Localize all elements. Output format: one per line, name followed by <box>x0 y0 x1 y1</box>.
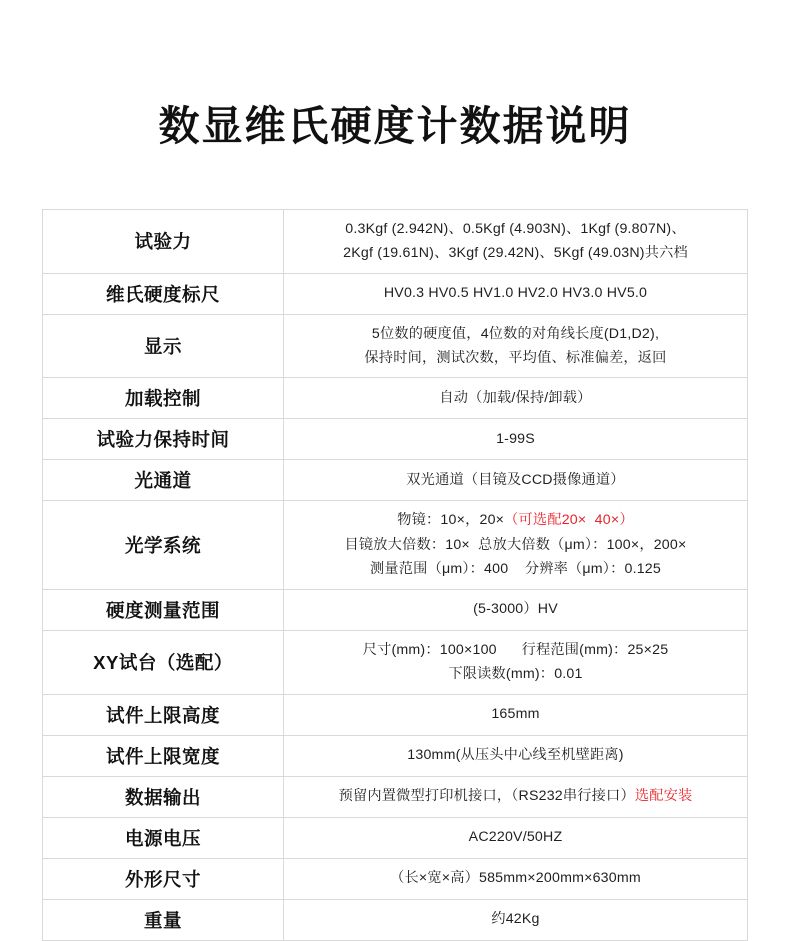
spec-value-text: 2Kgf (19.61N)、3Kgf (29.42N)、5Kgf (49.03N)共六档 <box>343 245 688 262</box>
spec-value-line <box>290 322 741 346</box>
spec-value-cell <box>284 817 748 858</box>
spec-value-text: 0.3Kgf (2.942N)、0.5Kgf (4.903N)、1Kgf (9.807N)、 <box>345 220 686 237</box>
spec-value-line <box>290 597 741 621</box>
table-row <box>43 899 748 940</box>
spec-label-cell: 光学系统 <box>43 501 284 589</box>
table-row <box>43 694 748 735</box>
specification-table <box>42 209 748 941</box>
table-row <box>43 378 748 419</box>
spec-value-line <box>290 702 741 726</box>
spec-table-container <box>42 209 748 941</box>
spec-label-cell: 加载控制 <box>43 378 284 419</box>
spec-value-text: AC220V/50HZ <box>468 829 563 846</box>
spec-value-line <box>290 533 741 557</box>
spec-table-body <box>43 209 748 940</box>
spec-value-text: (5-3000）HV <box>473 601 558 618</box>
spec-value-line <box>290 241 741 265</box>
table-row <box>43 776 748 817</box>
spec-value-line <box>290 557 741 581</box>
spec-value-cell <box>284 314 748 378</box>
spec-label-cell: XY试台（选配） <box>43 630 284 694</box>
spec-value-text: 预留内置微型打印机接口，（RS232串行接口） <box>338 788 635 805</box>
spec-value-cell <box>284 630 748 694</box>
spec-value-cell <box>284 460 748 501</box>
spec-value-line <box>290 784 741 808</box>
spec-label-cell: 硬度测量范围 <box>43 589 284 630</box>
table-row <box>43 589 748 630</box>
spec-value-cell <box>284 735 748 776</box>
spec-value-text: 下限读数(mm)：0.01 <box>448 666 583 683</box>
spec-value-text: 目镜放大倍数：10× 总放大倍数（μm）：100×，200× <box>344 536 687 553</box>
table-row <box>43 419 748 460</box>
spec-value-text: HV0.3 HV0.5 HV1.0 HV2.0 HV3.0 HV5.0 <box>383 285 648 302</box>
spec-value-line <box>290 281 741 305</box>
spec-label-cell: 电源电压 <box>43 817 284 858</box>
spec-value-cell <box>284 273 748 314</box>
spec-value-line <box>290 662 741 686</box>
table-row <box>43 858 748 899</box>
spec-label-cell: 数据输出 <box>43 776 284 817</box>
spec-value-text: 1-99S <box>496 431 535 448</box>
table-row <box>43 314 748 378</box>
spec-value-cell <box>284 589 748 630</box>
spec-value-line <box>290 907 741 931</box>
spec-value-cell <box>284 501 748 589</box>
spec-value-cell <box>284 419 748 460</box>
table-row <box>43 460 748 501</box>
spec-value-text: 物镜：10×，20× <box>397 512 505 529</box>
spec-value-line <box>290 825 741 849</box>
table-row <box>43 273 748 314</box>
spec-label-cell: 外形尺寸 <box>43 858 284 899</box>
spec-value-line <box>290 638 741 662</box>
table-row <box>43 209 748 273</box>
document-page <box>0 27 790 931</box>
spec-value-line <box>290 866 741 890</box>
spec-value-cell <box>284 858 748 899</box>
spec-value-cell <box>284 209 748 273</box>
spec-value-line <box>290 468 741 492</box>
spec-label-cell: 试件上限宽度 <box>43 735 284 776</box>
page-title: 数显维氏硬度计数据说明 <box>158 103 632 150</box>
spec-value-text: 165mm <box>491 706 540 723</box>
spec-value-text: 自动（加载/保持/卸载） <box>439 390 592 407</box>
spec-value-highlight: （可选配20× 40×） <box>504 512 634 529</box>
spec-value-text: 5位数的硬度值，4位数的对角线长度(D1,D2), <box>371 325 660 342</box>
table-row <box>43 817 748 858</box>
spec-value-line <box>290 386 741 410</box>
spec-value-text: 约42Kg <box>491 911 540 928</box>
spec-value-line <box>290 217 741 241</box>
spec-value-text: 双光通道（目镜及CCD摄像通道） <box>406 472 625 489</box>
spec-value-text: 尺寸(mm)：100×100 行程范围(mm)：25×25 <box>362 641 669 658</box>
table-row <box>43 735 748 776</box>
spec-value-line <box>290 346 741 370</box>
table-row <box>43 501 748 589</box>
spec-value-cell <box>284 378 748 419</box>
spec-value-text: 测量范围（μm）：400 分辨率（μm）：0.125 <box>370 561 661 578</box>
table-row <box>43 630 748 694</box>
spec-value-text: （长×宽×高）585mm×200mm×630mm <box>390 870 641 887</box>
spec-value-text: 130mm(从压头中心线至机壁距离) <box>407 747 624 764</box>
spec-value-text: 保持时间，测试次数，平均值、标准偏差，返回 <box>364 349 667 366</box>
spec-value-cell <box>284 776 748 817</box>
spec-label-cell: 试验力保持时间 <box>43 419 284 460</box>
spec-value-cell <box>284 694 748 735</box>
spec-value-cell <box>284 899 748 940</box>
spec-label-cell: 重量 <box>43 899 284 940</box>
spec-label-cell: 显示 <box>43 314 284 378</box>
spec-label-cell: 试验力 <box>43 209 284 273</box>
spec-value-highlight: 选配安装 <box>634 788 693 805</box>
spec-label-cell: 试件上限高度 <box>43 694 284 735</box>
spec-label-cell: 光通道 <box>43 460 284 501</box>
spec-value-line <box>290 743 741 767</box>
spec-value-line <box>290 427 741 451</box>
spec-value-line <box>290 508 741 532</box>
spec-label-cell: 维氏硬度标尺 <box>43 273 284 314</box>
